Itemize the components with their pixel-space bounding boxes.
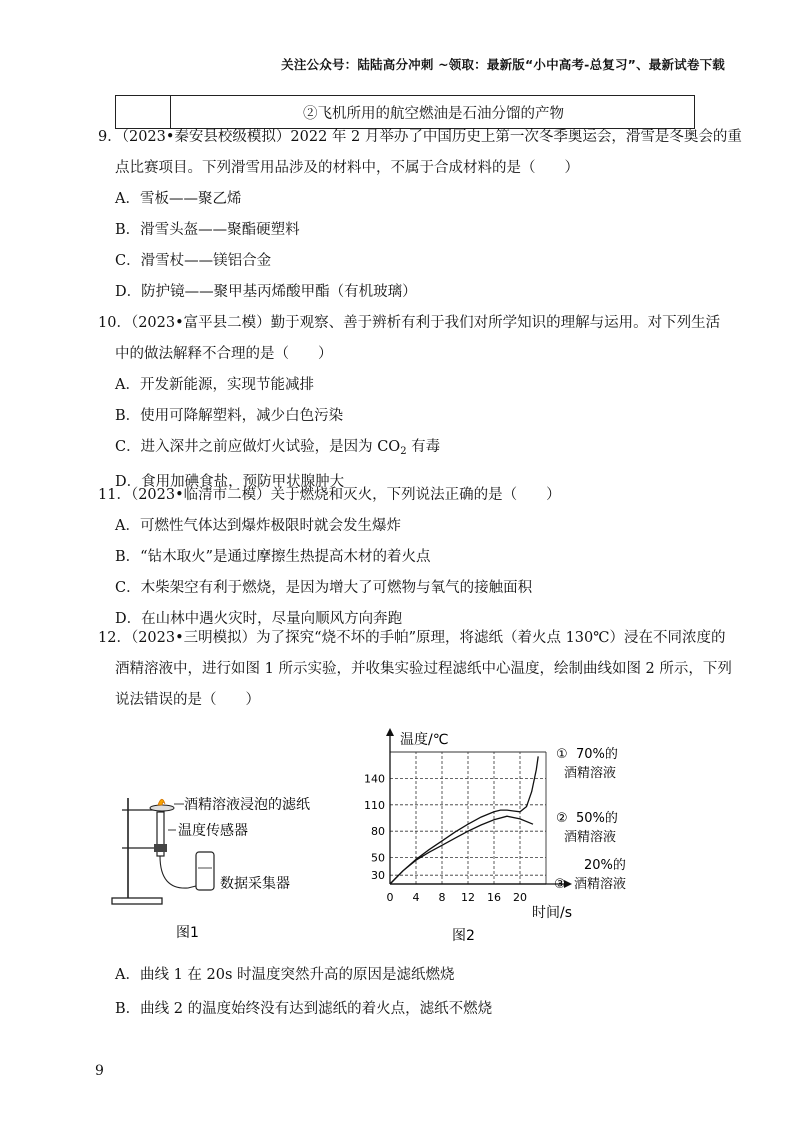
q11-option-a: A．可燃性气体达到爆炸极限时就会发生爆炸 <box>115 518 401 534</box>
sensor-clamp <box>154 844 167 852</box>
x-tick-label-4: 4 <box>412 891 420 904</box>
page-header: 关注公众号：陆陆高分冲刺 ~领取：最新版“小中高考-总复习”、最新试卷下载 <box>281 57 725 72</box>
label-data-collector: 数据采集器 <box>220 876 290 892</box>
q10-stem-line1: 10．（2023•富平县二模）勤于观察、善于辨析有利于我们对所学知识的理解与运用。对下列生活 <box>98 315 721 331</box>
series-label-line2-2: 酒精溶液 <box>564 830 617 845</box>
q11-option-d: D．在山林中遇火灾时，尽量向顺风方向奔跑 <box>115 611 403 627</box>
x-tick-label-20: 20 <box>513 891 527 904</box>
y-axis-arrow <box>386 728 394 736</box>
series-label-line2-3: 酒精溶液 <box>574 877 627 892</box>
q9-stem-line2: 点比赛项目。下列滑雪用品涉及的材料中，不属于合成材料的是（ ） <box>115 160 579 176</box>
figure-2-chart <box>360 722 660 947</box>
stand-base <box>112 898 162 904</box>
q9-stem-line1: 9．（2023•秦安县校级模拟）2022 年 2 月举办了中国历史上第一次冬季奥运会，滑雪是冬奥会的重 <box>98 129 742 145</box>
q10-option-a: A．开发新能源，实现节能减排 <box>115 377 314 393</box>
table-cell-text: ②飞机所用的航空燃油是石油分馏的产物 <box>171 96 695 129</box>
q10-option-b: B．使用可降解塑料，减少白色污染 <box>115 408 344 424</box>
x-tick-label-16: 16 <box>487 891 501 904</box>
flame-icon <box>158 799 165 805</box>
series-label-line1-2: 50%的 <box>576 811 618 826</box>
q12-option-b: B．曲线 2 的温度始终没有达到滤纸的着火点，滤纸不燃烧 <box>115 1001 493 1017</box>
figure-2-caption: 图2 <box>452 928 475 944</box>
series-label-line1-1: 70%的 <box>576 747 618 762</box>
question-9 <box>98 122 742 308</box>
q11-option-b: B．“钻木取火”是通过摩擦生热提高木材的着火点 <box>115 549 431 565</box>
figure-1-apparatus <box>108 770 338 945</box>
series-line-2 <box>390 816 533 884</box>
label-temperature-sensor: 温度传感器 <box>178 823 248 839</box>
y-tick-label-30: 30 <box>371 869 385 883</box>
filter-paper <box>150 805 174 811</box>
y-tick-label-110: 110 <box>364 798 385 812</box>
question-11 <box>98 480 698 635</box>
q10-stem-line2: 中的做法解释不合理的是（ ） <box>115 346 333 362</box>
q10-option-c-text: C．进入深井之前应做灯火试验，是因为 CO <box>115 439 401 455</box>
y-axis-label: 温度/℃ <box>400 732 449 748</box>
x-tick-label-8: 8 <box>438 891 446 904</box>
series-label-line2-1: 酒精溶液 <box>564 766 617 781</box>
x-tick-label-12: 12 <box>461 891 475 904</box>
q12-stem-line2: 酒精溶液中，进行如图 1 所示实验，并收集实验过程滤纸中心温度，绘制曲线如图 2 所示，下列 <box>115 661 732 677</box>
x-tick-label-0: 0 <box>386 891 394 904</box>
y-tick-label-50: 50 <box>371 851 385 865</box>
q9-option-b: B．滑雪头盔——聚酯硬塑料 <box>115 222 300 238</box>
series-label-num-2: ② <box>556 811 568 826</box>
q12-option-a: A．曲线 1 在 20s 时温度突然升高的原因是滤纸燃烧 <box>115 967 455 983</box>
q12-stem-line1: 12．（2023•三明模拟）为了探究“烧不坏的手帕”原理，将滤纸（着火点 130℃）浸在不同浓度的 <box>98 630 726 646</box>
q10-option-c-subscript: 2 <box>400 446 407 457</box>
question-12 <box>98 623 732 716</box>
sensor-cable <box>160 856 196 888</box>
series-label-num-1: ① <box>556 747 568 762</box>
y-tick-label-80: 80 <box>371 825 385 839</box>
page-number: 9 <box>95 1063 104 1079</box>
data-collector-device <box>196 852 214 890</box>
x-axis-label: 时间/s <box>532 905 573 921</box>
figure-1-caption: 图1 <box>176 925 199 941</box>
q10-option-c <box>98 432 698 467</box>
series-line-1 <box>390 756 538 884</box>
q9-option-d: D．防护镜——聚甲基丙烯酸甲酯（有机玻璃） <box>115 284 417 300</box>
series-label-line1-3: 20%的 <box>584 858 626 873</box>
q9-option-a: A．雪板——聚乙烯 <box>115 191 242 207</box>
question-10 <box>98 308 721 498</box>
q10-option-d: D．食用加碘食盐，预防甲状腺肿大 <box>115 474 345 490</box>
y-tick-label-140: 140 <box>364 772 385 786</box>
q11-option-c: C．木柴架空有利于燃烧，是因为增大了可燃物与氧气的接触面积 <box>115 580 533 596</box>
q11-stem-line1: 11．（2023•临清市二模）关于燃烧和灭火，下列说法正确的是（ ） <box>98 487 561 503</box>
q9-option-c: C．滑雪杖——镁铝合金 <box>115 253 272 269</box>
label-filter-paper: 酒精溶液浸泡的滤纸 <box>184 797 310 813</box>
q12-stem-line3: 说法错误的是（ ） <box>115 692 260 708</box>
q10-option-c-tail: 有毒 <box>406 439 441 455</box>
question-12-options <box>98 960 698 1025</box>
series-label-num-3: ③ <box>554 877 566 892</box>
